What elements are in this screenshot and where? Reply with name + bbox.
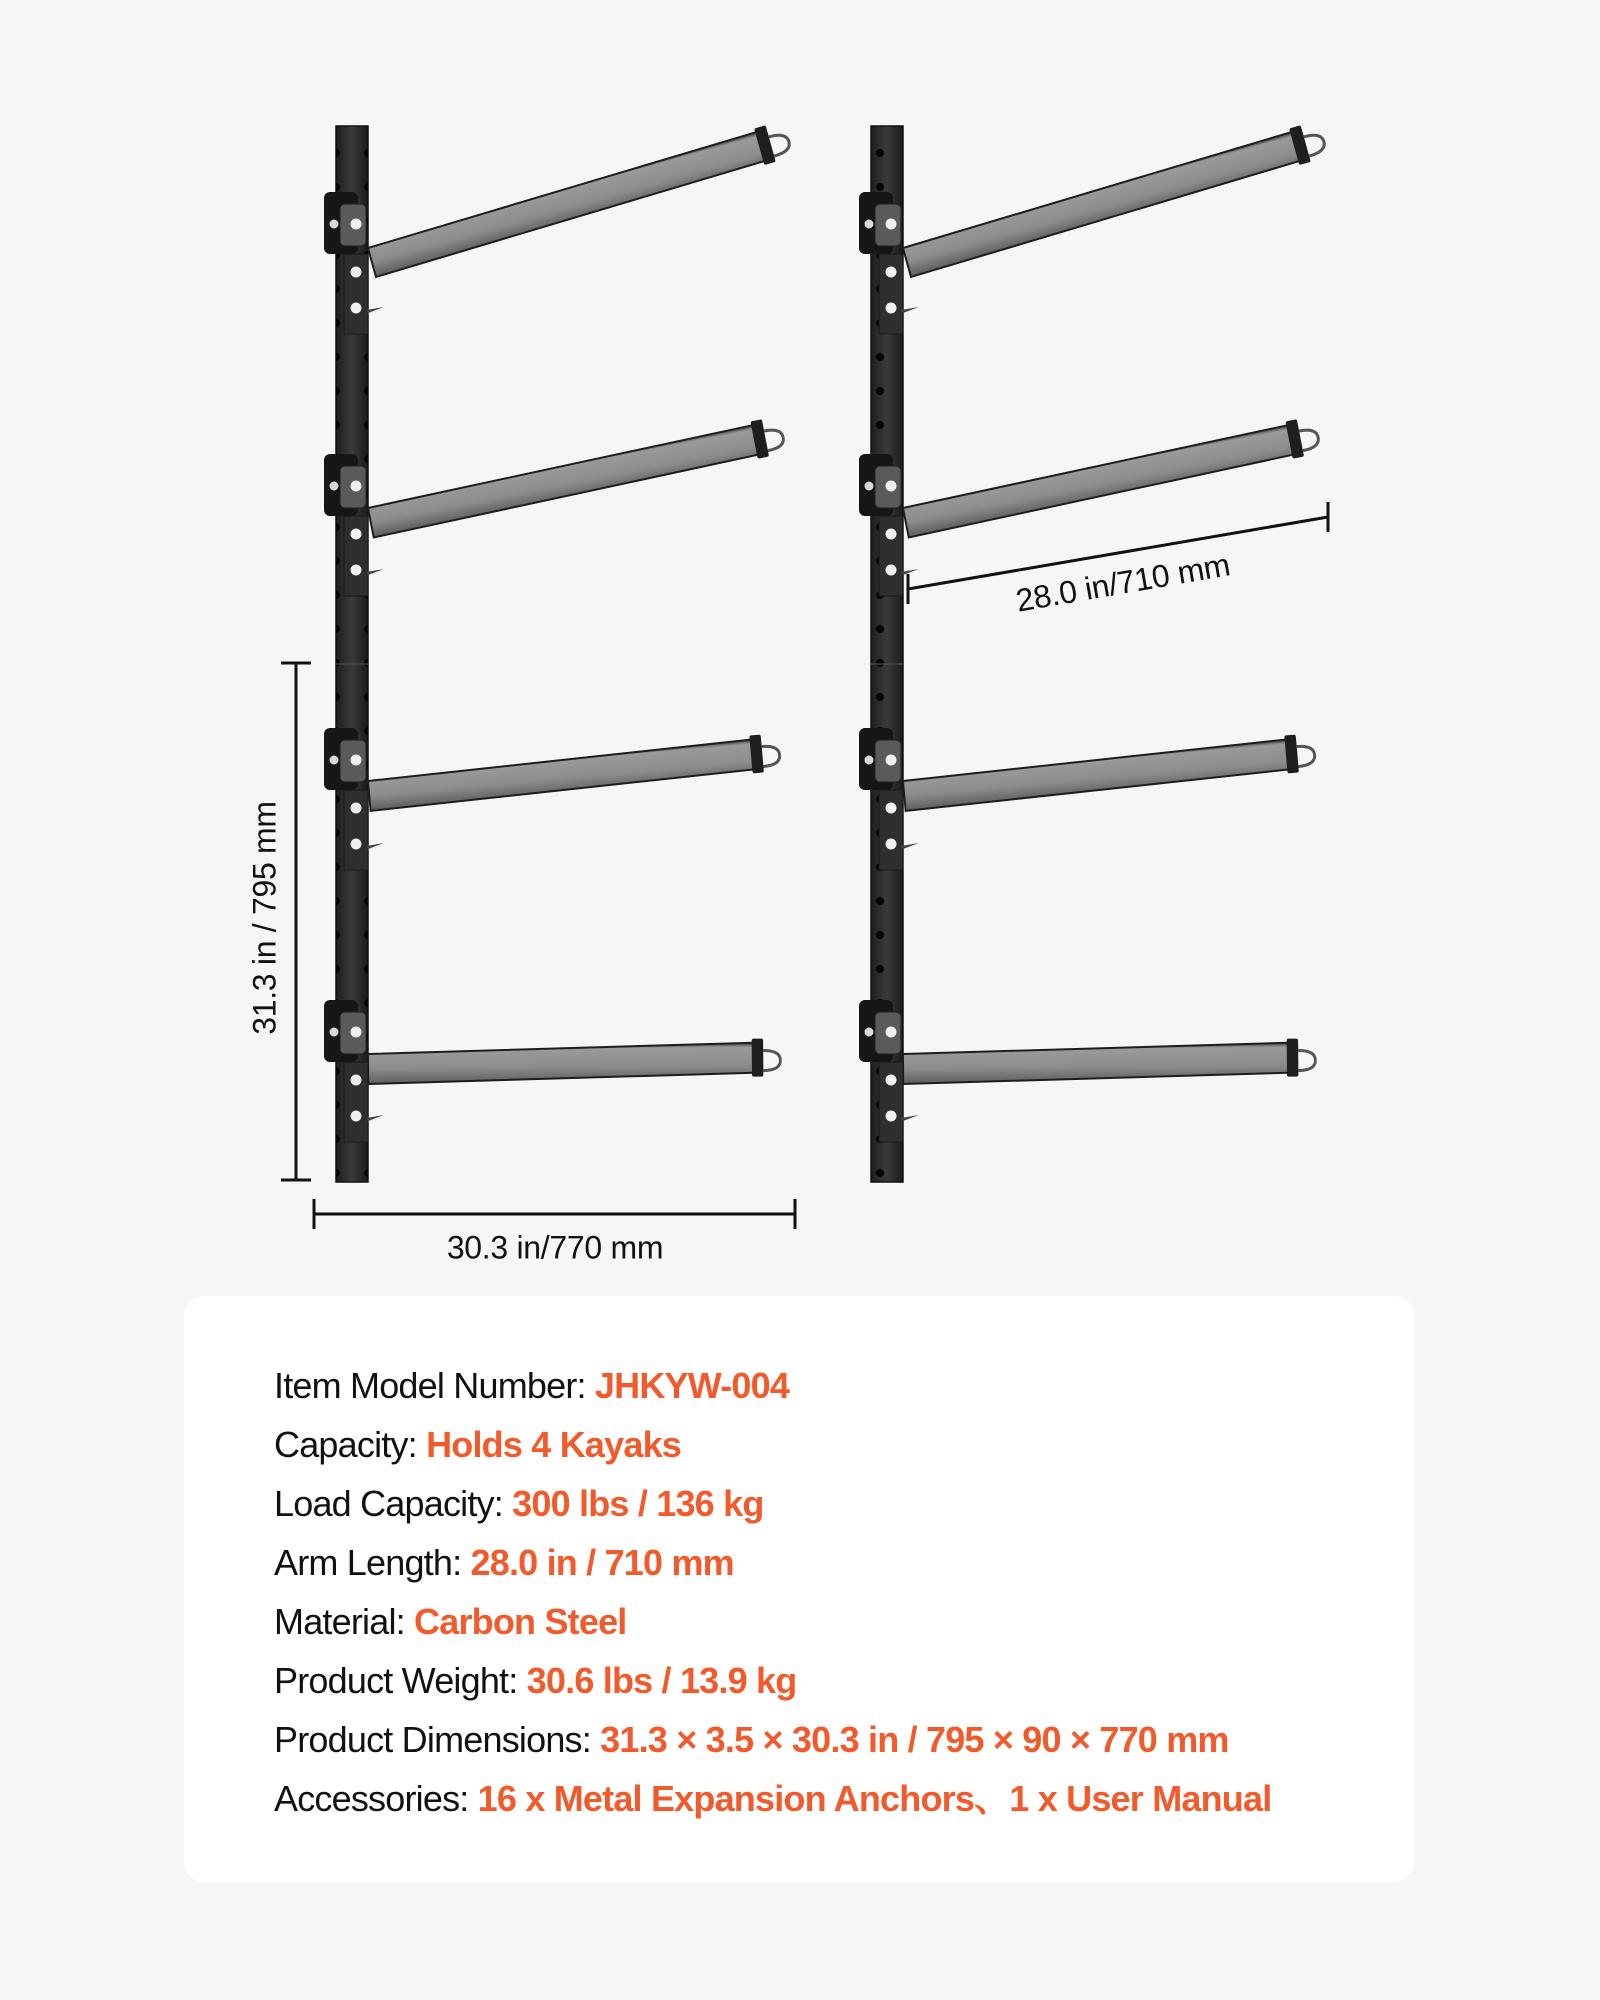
spec-row-product-weight <box>274 1651 1271 1710</box>
height-dimension-line <box>281 663 311 1180</box>
spec-value: Holds 4 Kayaks <box>426 1424 682 1465</box>
width-dimension-label: 30.3 in/770 mm <box>446 1229 664 1266</box>
spec-row-accessories <box>274 1769 1271 1828</box>
left-upright <box>324 120 794 1182</box>
spec-row-material <box>274 1592 1271 1651</box>
spec-row-model-number <box>274 1356 1271 1415</box>
spec-label: Load Capacity: <box>274 1483 513 1524</box>
height-dimension-label: 31.3 in / 795 mm <box>246 801 283 1035</box>
spec-value: 16 x Metal Expansion Anchors、1 x User Manual <box>477 1778 1272 1819</box>
spec-label: Product Dimensions: <box>274 1719 601 1760</box>
spec-value: 30.6 lbs / 13.9 kg <box>526 1660 797 1701</box>
spec-row-product-dimensions <box>274 1710 1271 1769</box>
spec-label: Material: <box>274 1601 415 1642</box>
spec-label: Accessories: <box>274 1778 478 1819</box>
spec-value: 31.3 × 3.5 × 30.3 in / 795 × 90 × 770 mm <box>600 1719 1229 1760</box>
spec-label: Product Weight: <box>274 1660 527 1701</box>
spec-value: 28.0 in / 710 mm <box>470 1542 734 1583</box>
spec-row-load-capacity <box>274 1474 1271 1533</box>
spec-value: JHKYW-004 <box>594 1365 790 1406</box>
spec-row-arm-length <box>274 1533 1271 1592</box>
spec-label: Item Model Number: <box>274 1365 595 1406</box>
specifications-list <box>274 1356 1271 1828</box>
spec-label: Capacity: <box>274 1424 427 1465</box>
right-upright <box>859 120 1329 1182</box>
arm-length-dimension-label: 28.0 in/710 mm <box>1013 546 1233 619</box>
spec-value: 300 lbs / 136 kg <box>512 1483 764 1524</box>
spec-value: Carbon Steel <box>414 1601 627 1642</box>
specifications-card <box>184 1296 1414 1882</box>
width-dimension-line <box>314 1199 795 1229</box>
spec-row-capacity <box>274 1415 1271 1474</box>
spec-label: Arm Length: <box>274 1542 471 1583</box>
